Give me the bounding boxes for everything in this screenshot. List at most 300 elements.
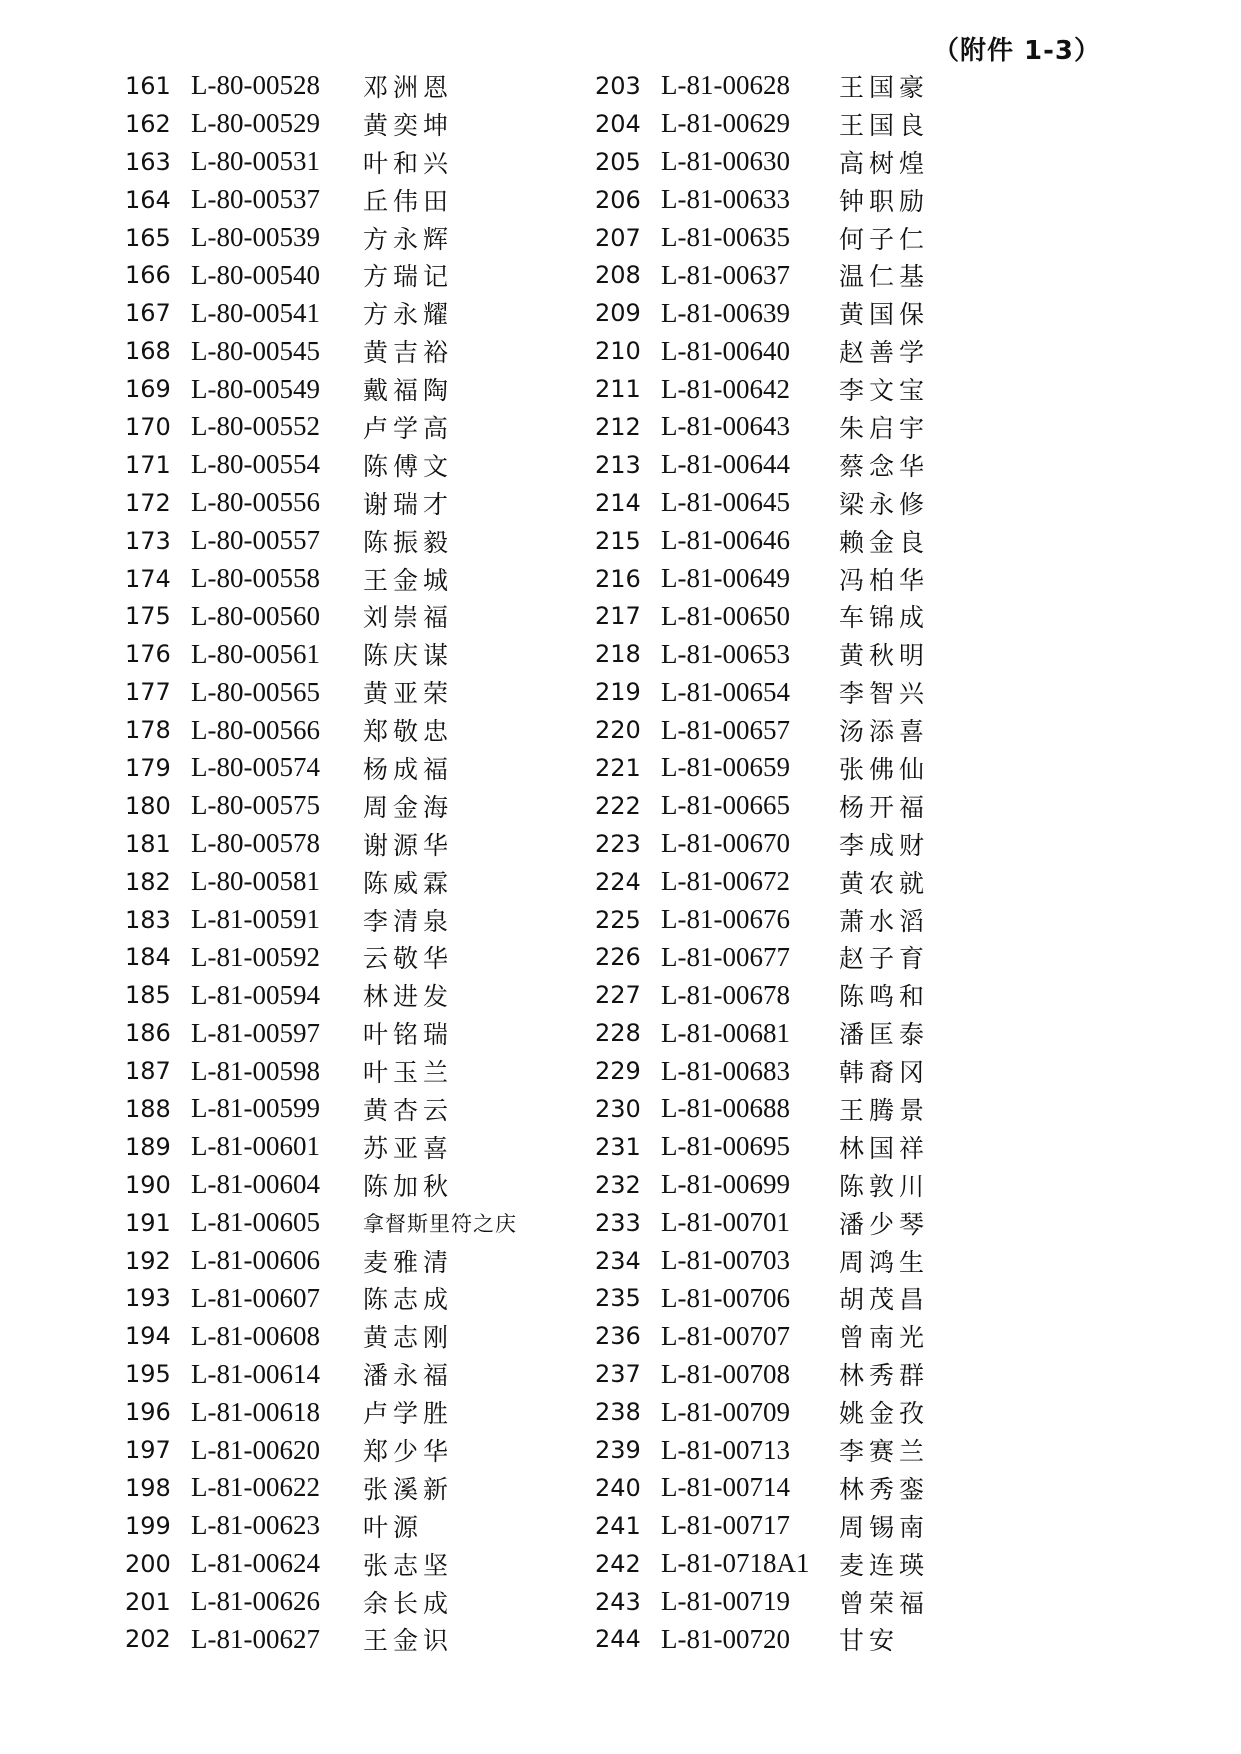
registration-code: L-81-00701: [661, 1207, 790, 1238]
registration-code: L-81-00597: [191, 1017, 320, 1048]
registration-code: L-81-00622: [191, 1472, 320, 1503]
registration-code: L-80-00540: [191, 259, 320, 290]
list-item: [125, 105, 517, 143]
registration-code: L-81-00592: [191, 941, 320, 972]
registration-code: L-81-00649: [661, 563, 790, 594]
list-item: [125, 597, 517, 635]
person-name: 王国良: [839, 110, 930, 140]
row-number: 177: [125, 678, 171, 707]
list-item: [595, 294, 929, 332]
registration-code: L-81-00627: [191, 1623, 320, 1654]
row-number: 197: [125, 1436, 171, 1464]
registration-code: L-81-00699: [661, 1169, 790, 1200]
row-number: 221: [595, 753, 641, 782]
list-item: [595, 787, 929, 825]
list-item: [595, 1469, 929, 1507]
person-name: 黄奕坤: [363, 110, 454, 140]
list-item: [595, 105, 929, 143]
person-name: 朱启宇: [839, 413, 930, 443]
row-number: 172: [125, 488, 171, 517]
registration-code: L-81-00604: [191, 1169, 320, 1200]
list-item: [595, 1621, 929, 1659]
person-name: 李成财: [839, 830, 930, 860]
list-item: [125, 522, 517, 560]
row-number: 169: [125, 375, 171, 404]
registration-code: L-81-00618: [191, 1396, 320, 1427]
list-item: [595, 711, 929, 749]
registration-code: L-80-00549: [191, 373, 320, 404]
row-number: 183: [125, 905, 171, 934]
registration-code: L-81-00681: [661, 1017, 790, 1048]
row-number: 186: [125, 1019, 171, 1048]
row-number: 200: [125, 1549, 171, 1578]
person-name: 潘永福: [363, 1361, 454, 1391]
person-name: 陈敦川: [839, 1171, 930, 1201]
attachment-label: （附件 1-3）: [932, 36, 1101, 66]
person-name: 陈庆谋: [363, 641, 454, 671]
row-number: 223: [595, 829, 641, 858]
list-item: [595, 1204, 929, 1242]
row-number: 184: [125, 943, 171, 972]
registration-code: L-80-00554: [191, 449, 320, 480]
registration-code: L-81-00637: [661, 259, 790, 290]
row-number: 202: [125, 1625, 171, 1654]
list-item: [595, 1242, 929, 1280]
person-name: 韩裔冈: [839, 1058, 930, 1088]
list-item: [595, 597, 929, 635]
person-name: 甘安: [839, 1626, 900, 1656]
row-number: 210: [595, 337, 641, 366]
person-name: 潘少琴: [839, 1209, 930, 1239]
registration-code: L-80-00529: [191, 108, 320, 139]
registration-code: L-80-00565: [191, 676, 320, 707]
list-item: [125, 1090, 517, 1128]
list-item: [595, 1052, 929, 1090]
row-number: 213: [595, 450, 641, 479]
registration-code: L-81-00642: [661, 373, 790, 404]
row-number: 233: [595, 1208, 641, 1237]
row-number: 231: [595, 1132, 641, 1161]
person-name: 云敬华: [363, 944, 454, 974]
list-item: [595, 67, 929, 105]
list-item: [595, 522, 929, 560]
row-number: 244: [595, 1625, 641, 1654]
row-number: 216: [595, 564, 641, 593]
list-item: [125, 787, 517, 825]
person-name: 黄亚荣: [363, 679, 454, 709]
registration-code: L-80-00560: [191, 600, 320, 631]
list-item: [595, 484, 929, 522]
person-name: 陈威霖: [363, 868, 454, 898]
registration-code: L-81-00633: [661, 184, 790, 215]
list-item: [125, 938, 517, 976]
list-item: [595, 560, 929, 598]
row-number: 209: [595, 299, 641, 328]
list-item: [595, 1090, 929, 1128]
person-name: 王国豪: [839, 72, 930, 102]
registration-code: L-81-00614: [191, 1358, 320, 1389]
list-item: [595, 938, 929, 976]
list-item: [125, 673, 517, 711]
list-item: [595, 1545, 929, 1583]
registration-code: L-81-00623: [191, 1510, 320, 1541]
person-name: 郑少华: [363, 1437, 454, 1466]
row-number: 178: [125, 716, 171, 745]
row-number: 174: [125, 564, 171, 593]
registration-code: L-80-00581: [191, 866, 320, 897]
person-name: 黄秋明: [839, 641, 930, 671]
list-item: [125, 256, 517, 294]
list-item: [125, 560, 517, 598]
person-name: 赖金良: [839, 527, 930, 557]
row-number: 185: [125, 981, 171, 1010]
registration-code: L-81-00608: [191, 1320, 320, 1351]
list-item: [595, 1280, 929, 1318]
registration-code: L-81-00677: [661, 941, 790, 972]
registration-code: L-81-00707: [661, 1320, 790, 1351]
registration-code: L-80-00566: [191, 714, 320, 745]
row-number: 230: [595, 1094, 641, 1123]
person-name: 叶和兴: [363, 148, 454, 178]
row-number: 232: [595, 1170, 641, 1199]
person-name: 胡茂昌: [839, 1285, 930, 1315]
person-name: 李赛兰: [839, 1437, 930, 1466]
registration-code: L-81-00706: [661, 1282, 790, 1313]
person-name: 林进发: [363, 982, 454, 1012]
list-item: [125, 635, 517, 673]
list-item: [595, 332, 929, 370]
list-item: [595, 370, 929, 408]
person-name: 冯柏华: [839, 565, 930, 595]
row-number: 228: [595, 1019, 641, 1048]
row-number: 236: [595, 1322, 641, 1351]
registration-code: L-81-00598: [191, 1055, 320, 1086]
row-number: 201: [125, 1587, 171, 1616]
registration-code: L-81-00654: [661, 676, 790, 707]
row-number: 203: [595, 71, 641, 100]
person-name: 叶铭瑞: [363, 1020, 454, 1050]
registration-code: L-81-00624: [191, 1548, 320, 1579]
person-name: 曾南光: [839, 1323, 930, 1353]
person-name: 陈志成: [363, 1285, 454, 1315]
row-number: 218: [595, 640, 641, 669]
registration-code: L-81-00714: [661, 1472, 790, 1503]
registration-code: L-80-00575: [191, 790, 320, 821]
list-item: [125, 1393, 517, 1431]
registration-code: L-81-00695: [661, 1131, 790, 1162]
registration-code: L-81-00713: [661, 1434, 790, 1465]
person-name: 杨开福: [839, 792, 930, 822]
person-name: 林秀群: [839, 1361, 930, 1391]
registration-code: L-80-00537: [191, 184, 320, 215]
person-name: 方永辉: [363, 224, 454, 254]
registration-code: L-81-00650: [661, 600, 790, 631]
registration-code: L-81-00717: [661, 1510, 790, 1541]
list-item: [125, 332, 517, 370]
person-name: 钟职励: [839, 186, 930, 216]
person-name: 李智兴: [839, 679, 930, 709]
person-name: 谢源华: [363, 830, 454, 860]
registration-code: L-80-00556: [191, 487, 320, 518]
person-name: 张佛仙: [839, 754, 930, 784]
list-item: [595, 1317, 929, 1355]
row-number: 196: [125, 1398, 171, 1427]
row-number: 161: [125, 71, 171, 100]
person-name: 黄志刚: [363, 1323, 454, 1353]
person-name: 戴福陶: [363, 376, 454, 406]
row-number: 227: [595, 981, 641, 1010]
list-item: [125, 711, 517, 749]
row-number: 171: [125, 450, 171, 479]
list-item: [595, 408, 929, 446]
list-item: [595, 1166, 929, 1204]
row-number: 229: [595, 1057, 641, 1086]
list-item: [125, 1545, 517, 1583]
person-name: 林国祥: [839, 1133, 930, 1163]
list-item: [125, 484, 517, 522]
person-name: 卢学高: [363, 413, 454, 443]
person-name: 车锦成: [839, 603, 930, 633]
person-name: 陈加秋: [363, 1171, 454, 1201]
person-name: 王腾景: [839, 1095, 930, 1125]
list-item: [595, 1583, 929, 1621]
row-number: 173: [125, 526, 171, 555]
list-item: [125, 1052, 517, 1090]
list-item: [595, 1128, 929, 1166]
registration-code: L-81-00672: [661, 866, 790, 897]
person-name: 黄农就: [839, 868, 930, 898]
registration-code: L-81-00719: [661, 1586, 790, 1617]
list-item: [125, 901, 517, 939]
registration-code: L-81-00665: [661, 790, 790, 821]
row-number: 239: [595, 1436, 641, 1464]
list-item: [125, 749, 517, 787]
registration-code: L-81-00599: [191, 1093, 320, 1124]
left-column: [125, 67, 517, 1658]
registration-code: L-81-00640: [661, 335, 790, 366]
person-name: 陈振毅: [363, 527, 454, 557]
list-item: [595, 673, 929, 711]
registration-code: L-81-00646: [661, 525, 790, 556]
registration-code: L-81-00709: [661, 1396, 790, 1427]
registration-code: L-81-00629: [661, 108, 790, 139]
row-number: 225: [595, 905, 641, 934]
registration-code: L-80-00578: [191, 828, 320, 859]
person-name: 梁永修: [839, 489, 930, 519]
registration-code: L-81-00626: [191, 1586, 320, 1617]
list-item: [125, 1621, 517, 1659]
registration-code: L-81-00620: [191, 1434, 320, 1465]
registration-code: L-81-00653: [661, 638, 790, 669]
registration-code: L-80-00574: [191, 752, 320, 783]
person-name: 萧水滔: [839, 906, 930, 936]
list-item: [595, 181, 929, 219]
person-name: 麦雅清: [363, 1247, 454, 1277]
row-number: 226: [595, 943, 641, 972]
list-item: [125, 294, 517, 332]
person-name: 周鸿生: [839, 1247, 930, 1277]
registration-code: L-80-00528: [191, 70, 320, 101]
person-name: 李清泉: [363, 906, 454, 936]
person-name: 谢瑞才: [363, 489, 454, 519]
list-item: [125, 1204, 517, 1242]
row-number: 217: [595, 602, 641, 631]
row-number: 237: [595, 1360, 641, 1389]
registration-code: L-81-00708: [661, 1358, 790, 1389]
person-name: 黄杏云: [363, 1095, 454, 1125]
list-item: [125, 1317, 517, 1355]
person-name: 李文宝: [839, 376, 930, 406]
person-name: 陈鸣和: [839, 982, 930, 1012]
registration-code: L-80-00539: [191, 222, 320, 252]
person-name: 曾荣福: [839, 1588, 930, 1618]
row-number: 187: [125, 1057, 171, 1086]
list-item: [125, 1128, 517, 1166]
person-name: 王金城: [363, 565, 454, 595]
person-name: 麦连瑛: [839, 1550, 930, 1580]
row-number: 214: [595, 488, 641, 517]
person-name: 黄国保: [839, 300, 930, 330]
registration-code: L-81-00670: [661, 828, 790, 859]
person-name: 张志坚: [363, 1550, 454, 1580]
row-number: 166: [125, 261, 171, 290]
row-number: 215: [595, 526, 641, 555]
list-item: [595, 1507, 929, 1545]
person-name: 蔡念华: [839, 451, 930, 481]
person-name: 高树煌: [839, 148, 930, 178]
right-column: [595, 67, 929, 1658]
registration-code: L-81-0718A1: [661, 1548, 810, 1579]
list-item: [595, 749, 929, 787]
registration-code: L-81-00688: [661, 1093, 790, 1124]
registration-code: L-80-00561: [191, 638, 320, 669]
registration-code: L-81-00645: [661, 487, 790, 518]
registration-code: L-80-00558: [191, 563, 320, 594]
row-number: 235: [595, 1284, 641, 1313]
row-number: 192: [125, 1246, 171, 1275]
row-number: 188: [125, 1094, 171, 1123]
row-number: 204: [595, 109, 641, 138]
row-number: 205: [595, 147, 641, 176]
row-number: 212: [595, 412, 641, 441]
registration-code: L-80-00545: [191, 335, 320, 366]
row-number: 193: [125, 1284, 171, 1313]
person-name: 余长成: [363, 1588, 454, 1618]
person-name: 汤添喜: [839, 717, 930, 747]
row-number: 176: [125, 640, 171, 669]
person-name: 拿督斯里符之庆: [363, 1211, 517, 1236]
registration-code: L-81-00703: [661, 1245, 790, 1276]
list-item: [125, 976, 517, 1014]
registration-code: L-81-00635: [661, 222, 790, 252]
registration-code: L-81-00657: [661, 714, 790, 745]
person-name: 陈傅文: [363, 451, 454, 481]
person-name: 林秀銮: [839, 1474, 930, 1504]
registration-code: L-80-00557: [191, 525, 320, 556]
list-item: [595, 1393, 929, 1431]
registration-code: L-81-00630: [661, 146, 790, 177]
person-name: 郑敬忠: [363, 717, 454, 747]
registration-code: L-81-00720: [661, 1623, 790, 1654]
registration-code: L-81-00683: [661, 1055, 790, 1086]
row-number: 195: [125, 1360, 171, 1389]
list-item: [595, 901, 929, 939]
list-item: [595, 635, 929, 673]
person-name: 苏亚喜: [363, 1133, 454, 1163]
row-number: 168: [125, 337, 171, 366]
list-item: [595, 219, 929, 257]
list-item: [125, 1469, 517, 1507]
registration-code: L-81-00676: [661, 904, 790, 935]
list-item: [125, 863, 517, 901]
row-number: 165: [125, 223, 171, 252]
list-item: [595, 446, 929, 484]
person-name: 杨成福: [363, 754, 454, 784]
registration-code: L-81-00591: [191, 904, 320, 935]
list-item: [125, 1431, 517, 1469]
row-number: 189: [125, 1132, 171, 1161]
row-number: 208: [595, 261, 641, 290]
registration-code: L-81-00644: [661, 449, 790, 480]
row-number: 167: [125, 299, 171, 328]
registration-code: L-80-00541: [191, 297, 320, 328]
registration-code: L-81-00605: [191, 1207, 320, 1238]
list-item: [125, 1014, 517, 1052]
person-name: 温仁基: [839, 262, 930, 292]
row-number: 211: [595, 375, 641, 404]
row-number: 170: [125, 412, 171, 441]
row-number: 243: [595, 1587, 641, 1616]
list-item: [595, 256, 929, 294]
row-number: 175: [125, 602, 171, 631]
row-number: 219: [595, 678, 641, 707]
person-name: 姚金孜: [839, 1399, 930, 1429]
row-number: 222: [595, 791, 641, 820]
list-item: [125, 825, 517, 863]
list-item: [595, 1431, 929, 1469]
list-item: [595, 863, 929, 901]
person-name: 周金海: [363, 792, 454, 822]
row-number: 191: [125, 1208, 171, 1237]
list-item: [595, 976, 929, 1014]
person-name: 叶源: [363, 1512, 424, 1542]
list-item: [595, 825, 929, 863]
row-number: 206: [595, 185, 641, 214]
list-item: [125, 1507, 517, 1545]
person-name: 潘匡泰: [839, 1020, 930, 1050]
row-number: 224: [595, 867, 641, 896]
row-number: 234: [595, 1246, 641, 1275]
row-number: 198: [125, 1473, 171, 1502]
list-item: [125, 408, 517, 446]
person-name: 张溪新: [363, 1474, 454, 1504]
person-name: 方瑞记: [363, 262, 454, 292]
row-number: 194: [125, 1322, 171, 1351]
person-name: 刘崇福: [363, 603, 454, 633]
person-name: 方永耀: [363, 300, 454, 330]
list-item: [125, 67, 517, 105]
row-number: 190: [125, 1170, 171, 1199]
list-item: [125, 1242, 517, 1280]
row-number: 163: [125, 147, 171, 176]
registration-code: L-81-00601: [191, 1131, 320, 1162]
row-number: 240: [595, 1473, 641, 1502]
row-number: 182: [125, 867, 171, 896]
person-name: 王金识: [363, 1626, 454, 1656]
person-name: 周锡南: [839, 1512, 930, 1542]
list-item: [125, 219, 517, 257]
row-number: 199: [125, 1511, 171, 1540]
